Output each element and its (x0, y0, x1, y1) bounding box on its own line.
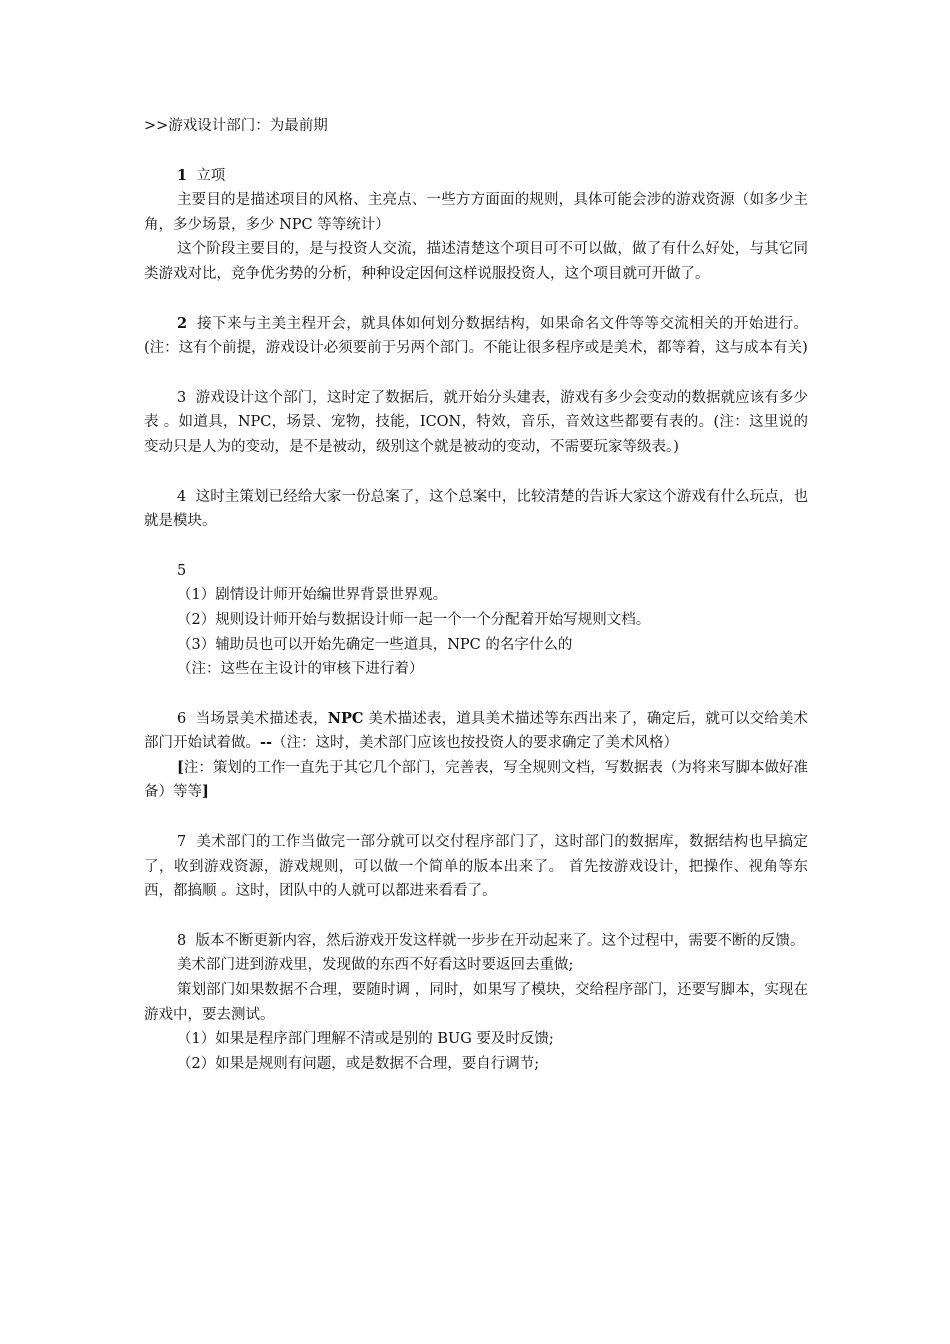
spacer (144, 139, 808, 164)
section-6-dash: -- (260, 734, 273, 752)
section-1-number: 1 (177, 166, 188, 184)
section-3-number: 3 (177, 389, 187, 406)
section-6-note (144, 756, 808, 805)
section-6-number: 6 (177, 710, 187, 727)
section-4-paragraph (144, 485, 808, 534)
spacer (144, 460, 808, 485)
section-8-paragraph-3: 策划部门如果数据不合理，要随时调 ，同时，如果写了模块，交给程序部门，还要写脚本，实现在游戏中，要去测试。 (144, 982, 808, 1023)
section-1-title-text: 立项 (196, 167, 226, 184)
section-3-text: 游戏设计这个部门，这时定了数据后，就开始分头建表，游戏有多少会变动的数据就应该有多少表 。如道具，NPC，场景、宠物，技能，ICON，特效，音乐，音效这些都要有表的。(注：这里说的变动只是人为的变动，是不是被动，级别这个就是被动的变动，不需要玩家等级表。) (144, 389, 809, 455)
section-6-paragraph (144, 707, 808, 756)
section-6-note-text: 注：策划的工作一直先于其它几个部门，完善表，写全规则文档，写数据表（为将来写脚本做好准备）等等 (144, 759, 808, 801)
section-1-title (144, 164, 808, 189)
spacer (144, 361, 808, 386)
section-2-number: 2 (177, 314, 188, 332)
section-7-text: 美术部门的工作当做完一部分就可以交付程序部门了，这时部门的数据库，数据结构也早搞定了，收到游戏资源，游戏规则，可以做一个简单的版本出来了。 首先按游戏设计，把操作、视角等东西，都搞顺 。这时，团队中的人就可以都进来看看了。 (144, 834, 808, 900)
document-body (144, 114, 808, 1076)
section-2-text: 接下来与主美主程开会，就具体如何划分数据结构，如果命名文件等等交流相关的开始进行。(注：这有个前提，游戏设计必须要前于另两个部门。不能让很多程序或是美术，都等着，这与成本有关) (144, 315, 809, 357)
section-7-number: 7 (177, 834, 187, 851)
section-8-paragraph-2: 美术部门进到游戏里，发现做的东西不好看这时要返回去重做; (177, 957, 574, 974)
section-1-paragraph-2: 这个阶段主要目的，是与投资人交流，描述清楚这个项目可不可以做，做了有什么好处，与其它同类游戏对比，竞争优劣势的分析，种种设定因何这样说服投资人，这个项目就可开做了。 (144, 241, 808, 282)
section-5-item: （2）规则设计师开始与数据设计师一起一个一个分配着开始写规则文档。 (177, 611, 651, 628)
section-5-note: （注：这些在主设计的审核下进行着） (177, 661, 424, 678)
section-4-text: 这时主策划已经给大家一份总案了，这个总案中，比较清楚的告诉大家这个游戏有什么玩点，也就是模块。 (144, 488, 809, 530)
section-8-item: （1）如果是程序部门理解不清或是别的 BUG 要及时反馈; (177, 1031, 554, 1048)
section-8-number: 8 (177, 932, 187, 949)
section-7-paragraph (144, 830, 808, 904)
section-4-number: 4 (177, 488, 187, 505)
section-6-text-b: 美术描述表，道具美术描述等东西出来了，确定后，就可以交给美术部门开始试着做。 (144, 710, 809, 752)
section-heading: >>游戏设计部门：为最前期 (144, 118, 328, 134)
spacer (144, 904, 808, 929)
spacer (144, 682, 808, 707)
spacer (144, 805, 808, 830)
section-8-paragraph (144, 929, 808, 954)
section-6-npc-bold: NPC (327, 709, 364, 727)
section-6-note-close: ] (202, 783, 209, 801)
section-5-item: （1）剧情设计师开始编世界背景世界观。 (177, 587, 448, 604)
spacer (144, 534, 808, 559)
section-8-text: 版本不断更新内容，然后游戏开发这样就一步步在开动起来了。这个过程中，需要不断的反馈。 (195, 932, 805, 949)
section-8-item: （2）如果是规则有问题，或是数据不合理，要自行调节; (177, 1055, 540, 1072)
section-1-paragraph-1: 主要目的是描述项目的风格、主亮点、一些方方面面的规则，具体可能会涉的游戏资源（如多少主角，多少场景，多少 NPC 等等统计） (144, 192, 808, 233)
section-5-item: （3）辅助员也可以开始先确定一些道具，NPC 的名字什么的 (177, 636, 573, 653)
section-6-note-open: [ (177, 758, 184, 776)
spacer (144, 287, 808, 312)
section-3-paragraph (144, 386, 808, 460)
section-6-text-a: 当场景美术描述表， (195, 710, 328, 727)
section-2-paragraph (144, 312, 808, 361)
section-6-text-c: （注：这时，美术部门应该也按投资人的要求确定了美术风格） (272, 735, 679, 752)
section-5-number: 5 (177, 562, 187, 579)
